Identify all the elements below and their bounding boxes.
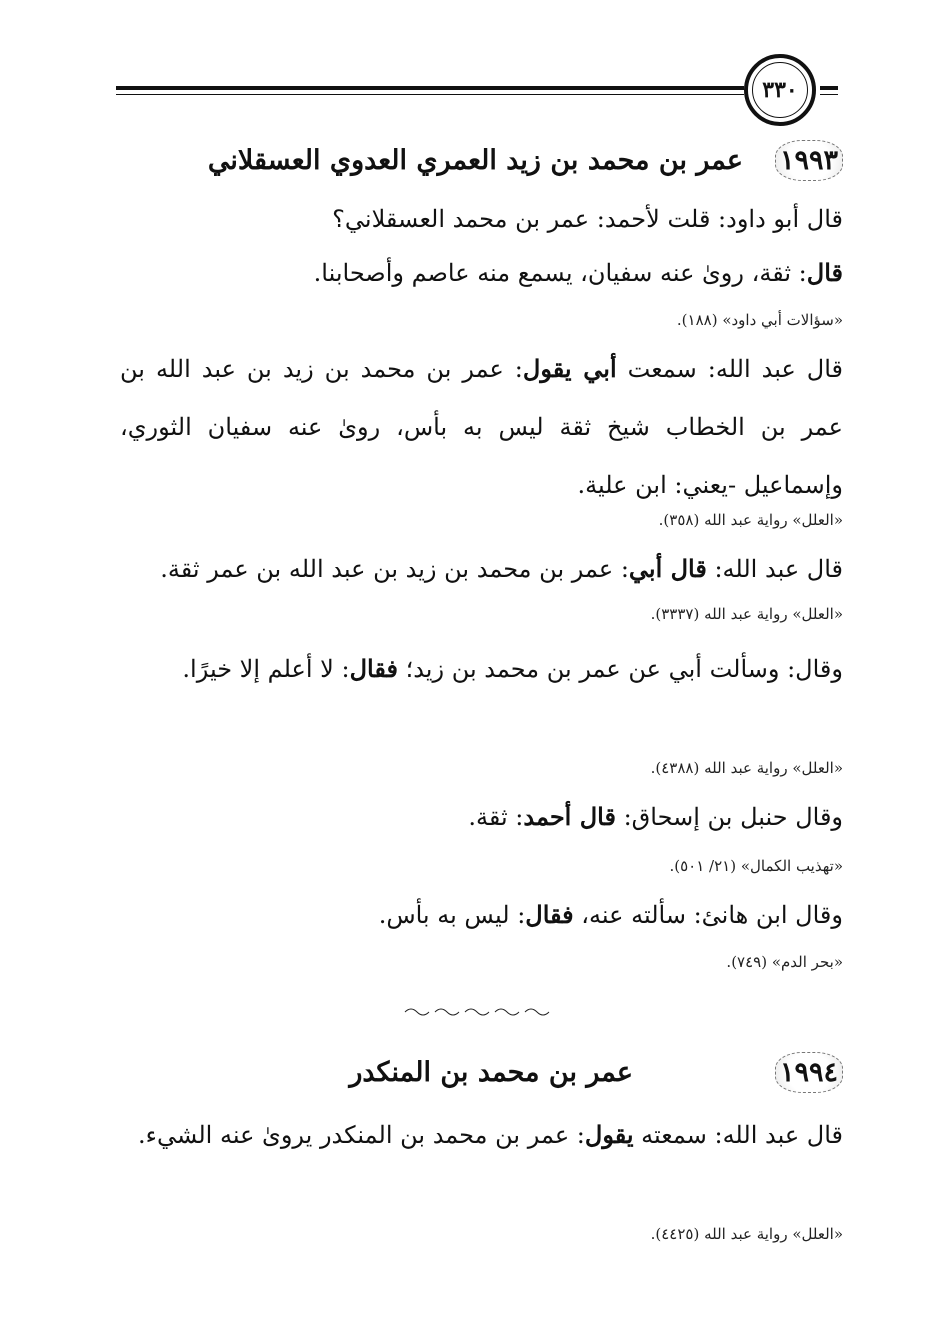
paragraph: قال: ثقة، رویٰ عنه سفيان، يسمع منه عاصم وأصحابنا. [313,258,843,287]
bold-phrase: قال أحمد [523,802,616,831]
source-citation: «سؤالات أبي داود» (١٨٨). [676,311,843,329]
source-citation: «العلل» رواية عبد الله (٤٤٢٥). [650,1225,843,1243]
page-number: ٣٣٠ [752,62,808,118]
source-citation: «تهذيب الكمال» (٢١/ ٥٠١). [669,857,843,875]
paragraph: وقال حنبل بن إسحاق: قال أحمد: ثقة. [468,802,843,831]
paragraph: وقال ابن هانئ: سألته عنه، فقال: ليس به بأس. [378,900,843,929]
ornament-icon [400,1005,560,1019]
paragraph: قال عبد الله: سمعته يقول: عمر بن محمد بن المنكدر یرویٰ عنه الشيء. [138,1120,843,1149]
bold-phrase: قال [806,258,843,287]
entry-number: ١٩٩٣ [775,140,843,181]
entry-1993-header [120,140,843,181]
ornament-divider [400,1005,560,1019]
source-citation: «بحر الدم» (٧٤٩). [726,953,843,971]
entry-title: عمر بن محمد بن زيد العمري العدوي العسقلاني [207,145,743,176]
entry-number: ١٩٩٤ [775,1052,843,1093]
paragraph: قال عبد الله: سمعت أبي يقول: عمر بن محمد بن زيد بن عبد الله بن عمر بن الخطاب شيخ ثقة ليس به بأس، رویٰ عنه سفيان الثوري، وإسماعيل -يعني: ابن علية. [120,354,844,499]
paragraph: قال عبد الله: قال أبي: عمر بن محمد بن زيد بن عبد الله بن عمر ثقة. [160,554,843,583]
bold-phrase: قال أبي [628,554,707,583]
entry-title: عمر بن محمد بن المنكدر [349,1057,633,1088]
entry-1994-header [120,1052,843,1093]
source-citation: «العلل» رواية عبد الله (٣٥٨). [658,511,843,529]
paragraph: قال أبو داود: قلت لأحمد: عمر بن محمد العسقلاني؟ [332,205,843,233]
bold-phrase: فقال [525,900,574,929]
source-citation: «العلل» رواية عبد الله (٤٣٨٨). [650,759,843,777]
bold-phrase: يقول [584,1120,634,1149]
source-citation: «العلل» رواية عبد الله (٣٣٣٧). [650,605,843,623]
paragraph: وقال: وسألت أبي عن عمر بن محمد بن زيد؛ فقال: لا أعلم إلا خيرًا. [182,654,843,683]
bold-phrase: فقال [349,654,398,683]
bold-phrase: أبي يقول [522,354,617,383]
